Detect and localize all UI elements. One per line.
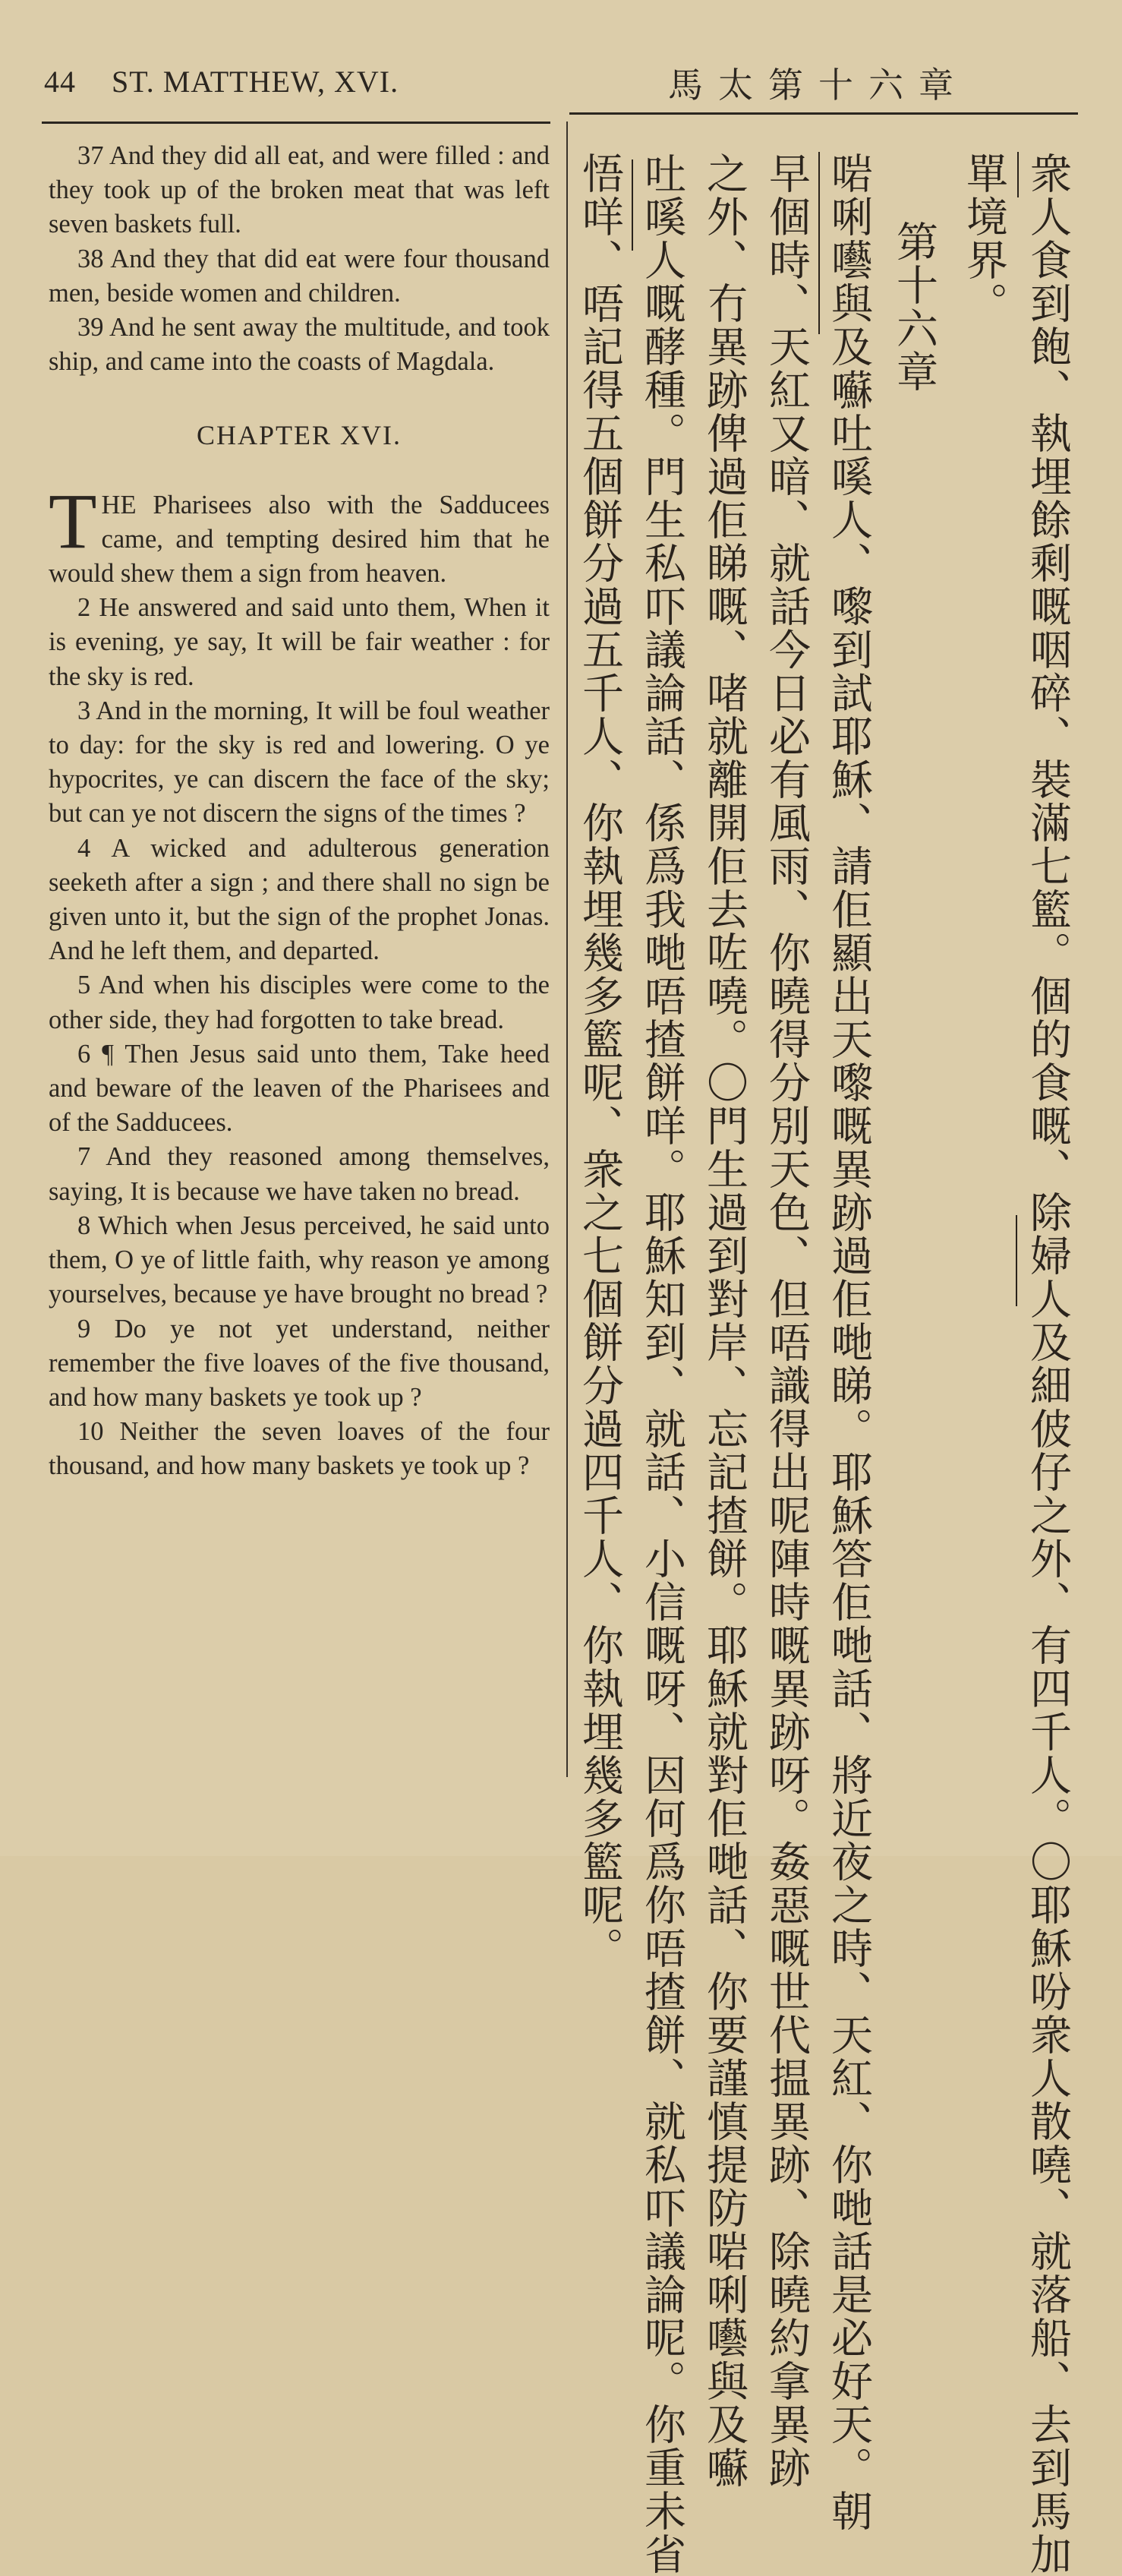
header-rule-left (42, 122, 550, 124)
name-marker-line (632, 159, 633, 251)
chinese-column-2: 單境界。 (960, 152, 1008, 325)
verse: 38 And they that did eat were four thousand men, beside women and children. (49, 244, 550, 308)
verse: 2 He answered and said unto them, When it is evening, ye say, It will be fair weather : for the sky is red. (49, 593, 550, 691)
verse-first-text: HE Pharisees also with the Sadducees came, and tempting desired him that he would shew them a sign from heaven. (49, 490, 550, 589)
chinese-column-5: 早個時、天紅又暗、就話今日必有風雨、你曉得分別天色、但唔識得出呢陣時嘅異跡呀。姦惡嘅世代揾異跡、除曉約拿異跡 (762, 152, 811, 2489)
verse: 39 And he sent away the multitude, and took ship, and came into the coasts of Magdala. (49, 313, 550, 377)
verse-first (49, 477, 550, 592)
column-divider (566, 122, 568, 1777)
name-marker-line (1017, 152, 1019, 197)
chapter-heading: CHAPTER XVI. (196, 420, 402, 451)
verse: 37 And they did all eat, and were filled : and they took up of the broken meat that was left seven baskets full. (49, 141, 550, 239)
verse: 10 Neither the seven loaves of the four thousand, and how many baskets ye took up ? (49, 1417, 550, 1481)
verse: 7 And they reasoned among themselves, saying, It is because we have taken no bread. (49, 1142, 550, 1206)
drop-cap: T (49, 477, 97, 565)
chinese-column-8: 悟咩、唔記得五個餅分過五千人、你執埋幾多籃呢、衆之七個餅分過四千人、你執埋幾多籃呢。 (575, 152, 624, 1970)
chinese-column-1: 衆人食到飽、執埋餘剩嘅咽碎、裝滿七籃。個的食嘅、除婦人及細佊仔之外、有四千人。〇耶穌吩衆人散嘵、就落船、去到馬加 (1023, 152, 1072, 2576)
chinese-column-4: 啱唎囈與及囌吐嗘人、嚟到試耶穌、請佢顯出天嚟嘅異跡過佢哋睇。耶穌答佢哋話、將近夜之時、天紅、你哋話是必好天。朝 (824, 152, 873, 2533)
name-marker-line (818, 152, 820, 334)
chinese-book-title: 馬太第十六章 (668, 65, 969, 106)
chinese-column-7: 吐嗘人嘅酵種。門生私吓議論話、係爲我哋唔揸餅咩。耶穌知到、就話、小信嘅呀、因何爲你唔揸餅、就私吓議論呢。你重未省 (638, 152, 686, 2576)
chinese-column-6: 之外、冇異跡俾過佢睇嘅、啫就離開佢去咗嘵。〇門生過到對岸、忘記揸餅。耶穌就對佢哋話、你要謹慎提防啱唎囈與及囌 (700, 152, 749, 2489)
verse: 8 Which when Jesus perceived, he said unto them, O ye of little faith, why reason ye among yourselves, because ye have brought no bread ? (49, 1211, 550, 1309)
english-book-title: ST. MATTHEW, XVI. (112, 65, 399, 99)
verse: 6 ¶ Then Jesus said unto them, Take heed and beware of the leaven of the Pharisees and of the Sadducees. (49, 1039, 550, 1138)
verse: 5 And when his disciples were come to the other side, they had forgotten to take bread. (49, 971, 550, 1034)
page-number: 44 (44, 65, 76, 99)
header-rule-right (569, 112, 1078, 115)
verse: 9 Do ye not yet understand, neither remember the five loaves of the five thousand, and how many baskets ye took up ? (49, 1314, 550, 1412)
name-marker-line (1016, 1215, 1017, 1306)
chinese-chapter-heading: 第十六章 (890, 220, 938, 393)
verse: 3 And in the morning, It will be foul weather to day: for the sky is red and lowering. O ye hypocrites, ye can discern the face of the sky; but can ye not discern the signs of the times ? (49, 696, 550, 829)
verse: 4 A wicked and adulterous generation seeketh after a sign ; and there shall no sign be given unto it, but the sign of the prophet Jonas. And he left them, and departed. (49, 833, 550, 966)
english-column (49, 139, 550, 1484)
english-running-head (44, 64, 399, 99)
